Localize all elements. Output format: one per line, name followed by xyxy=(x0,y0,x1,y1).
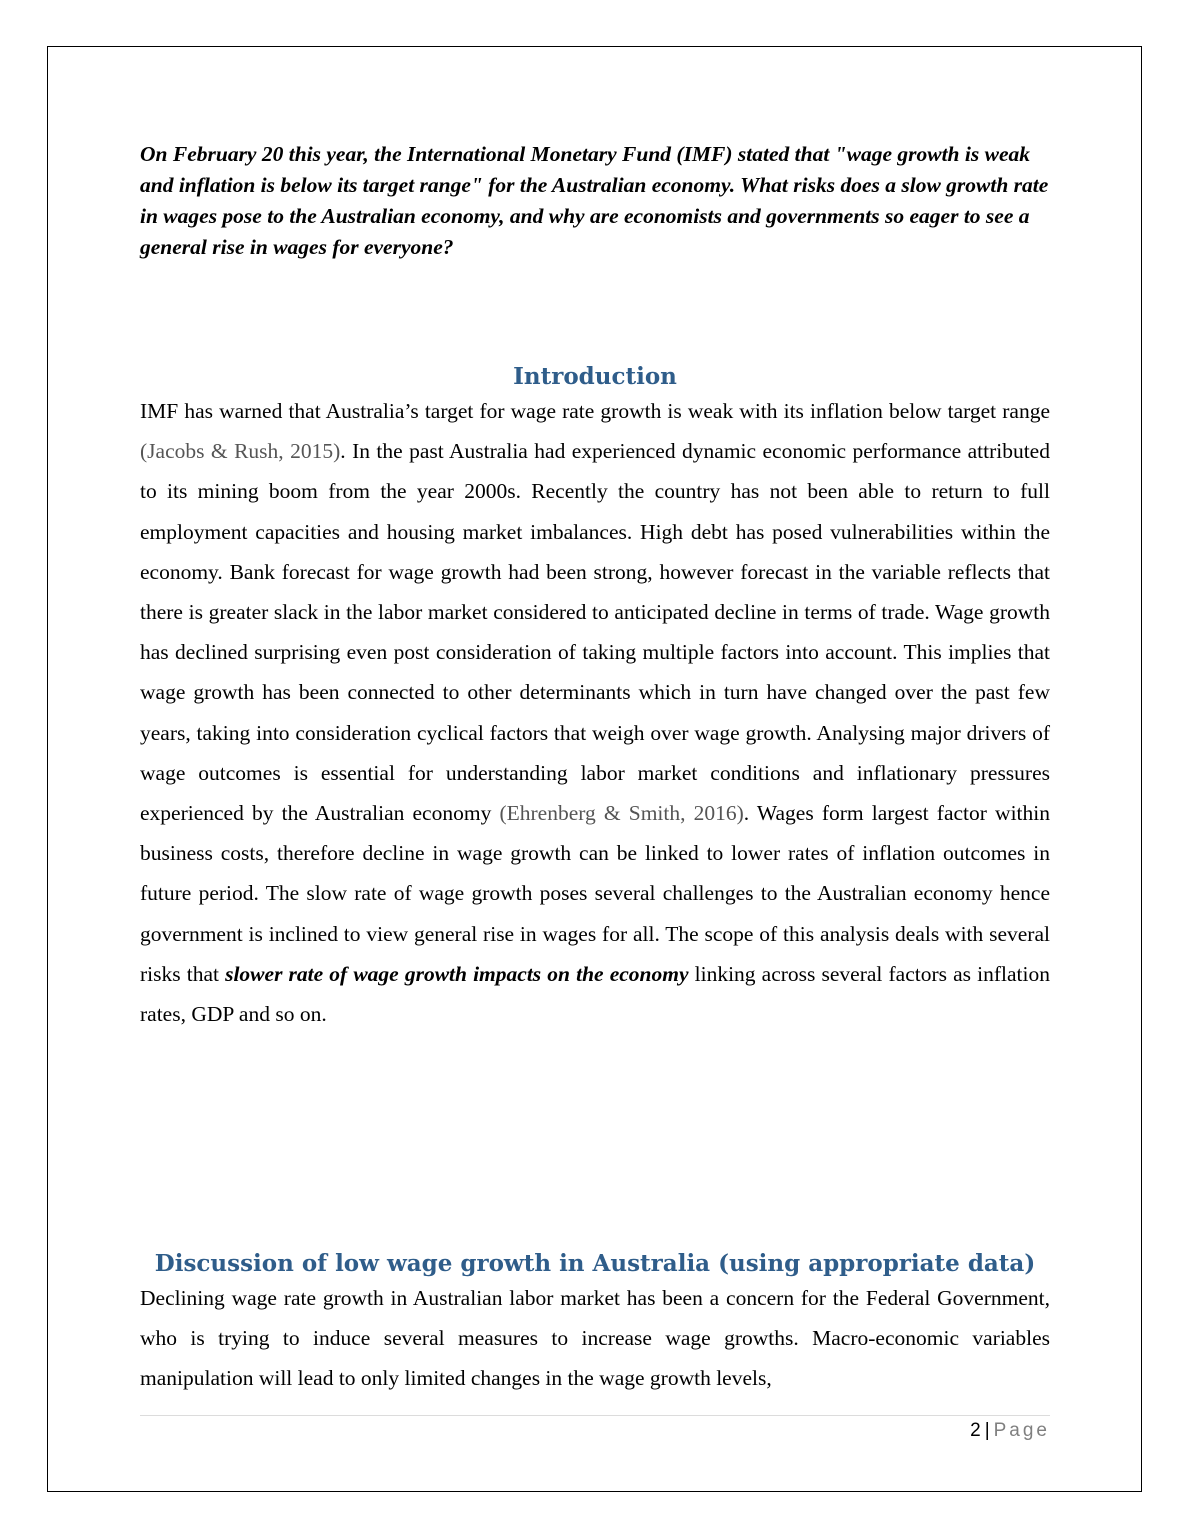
discussion-paragraph: Declining wage rate growth in Australian labor market has been a concern for the Federal Government, who is trying to induce several measures to increase wage growths. Macro-economic variables manipulation will lead to only limited changes in the wage growth levels, xyxy=(140,1286,1050,1391)
page-footer xyxy=(970,1420,1050,1442)
footer-divider xyxy=(140,1415,1050,1416)
question-prompt: On February 20 this year, the International Monetary Fund (IMF) stated that "wage growth is weak and inflation is below its target range" for the Australian economy. What risks does a slow growth rate in wages pose to the Australian economy, and why are economists and governments so eager to see a general rise in wages for everyone? xyxy=(140,142,1049,259)
footer-separator: | xyxy=(984,1420,990,1441)
introduction-heading: Introduction xyxy=(513,363,677,390)
intro-text-part4: linking across several factors as inflation rates, GDP and so on. xyxy=(140,961,1050,1027)
discussion-heading: Discussion of low wage growth in Australia (using appropriate data) xyxy=(154,1250,1036,1277)
introduction-paragraph xyxy=(140,391,1050,1034)
intro-text-part1: IMF has warned that Australia’s target for wage rate growth is weak with its inflation below target range xyxy=(140,399,1050,423)
citation-ehrenberg-smith: (Ehrenberg & Smith, 2016) xyxy=(499,801,744,826)
intro-text-part3: . Wages form largest factor within business costs, therefore decline in wage growth can be linked to lower rates of inflation outcomes in future period. The slow rate of wage growth poses several challenges to the Australian economy hence government is inclined to view general rise in wages for all. The scope of this analysis deals with several risks that xyxy=(140,801,1050,986)
intro-emphasis: slower rate of wage growth impacts on the economy xyxy=(225,961,689,986)
page-label: Page xyxy=(993,1420,1050,1441)
intro-text-part2: . In the past Australia had experienced dynamic economic performance attributed to its mining boom from the year 2000s. Recently the country has not been able to return to full employment capacities and housing market imbalances. High debt has posed vulnerabilities within the economy. Bank forecast for wage growth had been strong, however forecast in the variable reflects that there is greater slack in the labor market considered to anticipated decline in terms of trade. Wage growth has declined surprising even post consideration of taking multiple factors into account. This implies that wage growth has been connected to other determinants which in turn have changed over the past few years, taking into consideration cyclical factors that weigh over wage growth. Analysing major drivers of wage outcomes is essential for understanding labor market conditions and inflationary pressures experienced by the Australian economy xyxy=(140,439,1050,826)
page-number: 2 xyxy=(970,1420,981,1441)
citation-jacobs-rush: (Jacobs & Rush, 2015) xyxy=(140,439,341,464)
